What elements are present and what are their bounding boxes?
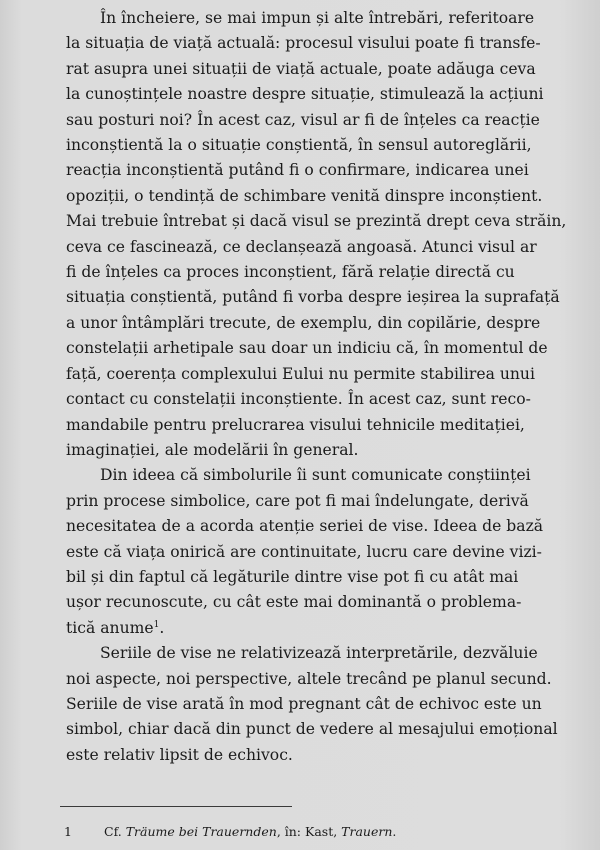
paragraph-3 — [66, 641, 556, 768]
footnote-reference[interactable]: 1 — [153, 619, 160, 630]
text-line: Din ideea că simbolurile îi sunt comunicate conștiinței — [100, 466, 531, 485]
text-line: rat asupra unei situații de viață actuale, poate adăuga ceva — [66, 59, 536, 78]
text-line: contact cu constelații inconștiente. În acest caz, sunt reco- — [66, 390, 531, 409]
text-line: tică anume$^1$. — [66, 618, 165, 637]
text-line: prin procese simbolice, care pot fi mai îndelungate, derivă — [66, 491, 529, 510]
text-line: imaginației, ale modelării în general. — [66, 440, 359, 459]
text-line: Seriile de vise ne relativizează interpretările, dezvăluie — [100, 644, 538, 663]
text-line: situația conștientă, putând fi vorba despre ieșirea la suprafață — [66, 288, 560, 307]
text-line: mandabile pentru prelucrarea visului tehnicile meditației, — [66, 415, 525, 434]
text-line: fi de înțeles ca proces inconștient, fără relație directă cu — [66, 263, 515, 282]
text-line: noi aspecte, noi perspective, altele trecând pe planul secund. — [66, 669, 552, 688]
text-line: ușor recunoscute, cu cât este mai dominantă o problema- — [66, 593, 522, 612]
text-line: a unor întâmplări trecute, de exemplu, din copilărie, despre — [66, 313, 541, 332]
text-line: ceva ce fascinează, ce declanșează angoasă. Atunci visul ar — [66, 237, 537, 256]
footnote-title: Träume bei Trauernden — [125, 824, 277, 839]
footnote-prefix: Cf. — [104, 824, 126, 839]
text-line: este relativ lipsit de echivoc. — [66, 745, 293, 764]
footnote-divider — [60, 806, 292, 807]
text-line: opoziții, o tendință de schimbare venită dinspre inconștient. — [66, 186, 543, 205]
text-line: față, coerența complexului Eului nu permite stabilirea unui — [66, 364, 535, 383]
text-line: sau posturi noi? În acest caz, visul ar fi de înțeles ca reacție — [66, 110, 540, 129]
footnote-middle: , în: Kast, — [276, 824, 342, 839]
text-line: bil și din faptul că legăturile dintre vise pot fi cu atât mai — [66, 567, 519, 586]
text-line: constelații arhetipale sau doar un indiciu că, în momentul de — [66, 339, 548, 358]
text-line: Seriile de vise arată în mod pregnant cât de echivoc este un — [66, 694, 542, 713]
paragraph-1 — [66, 6, 567, 463]
footnote — [64, 824, 396, 840]
text-line: la cunoștințele noastre despre situație, stimulează la acțiuni — [66, 85, 544, 104]
text-line: inconștientă la o situație conștientă, în sensul autoreglării, — [66, 136, 532, 155]
footnote-number: 1 — [64, 824, 72, 839]
text-line: este că viața onirică are continuitate, lucru care devine vizi- — [66, 542, 542, 561]
body-text — [66, 6, 567, 768]
footnote-end: . — [392, 824, 397, 839]
text-line: În încheiere, se mai impun și alte întrebări, referitoare — [100, 9, 535, 27]
paragraph-2 — [66, 463, 556, 641]
footnote-source: Trauern — [341, 824, 393, 839]
text-line: la situația de viață actuală: procesul visului poate fi transfe- — [66, 34, 541, 53]
text-line: necesitatea de a acorda atenție seriei de vise. Ideea de bază — [66, 517, 544, 536]
text-line: simbol, chiar dacă din punct de vedere al mesajului emoțional — [66, 720, 558, 739]
text-line: reacția inconștientă putând fi o confirmare, indicarea unei — [66, 161, 529, 180]
text-line: Mai trebuie întrebat și dacă visul se prezintă drept ceva străin, — [66, 212, 567, 231]
